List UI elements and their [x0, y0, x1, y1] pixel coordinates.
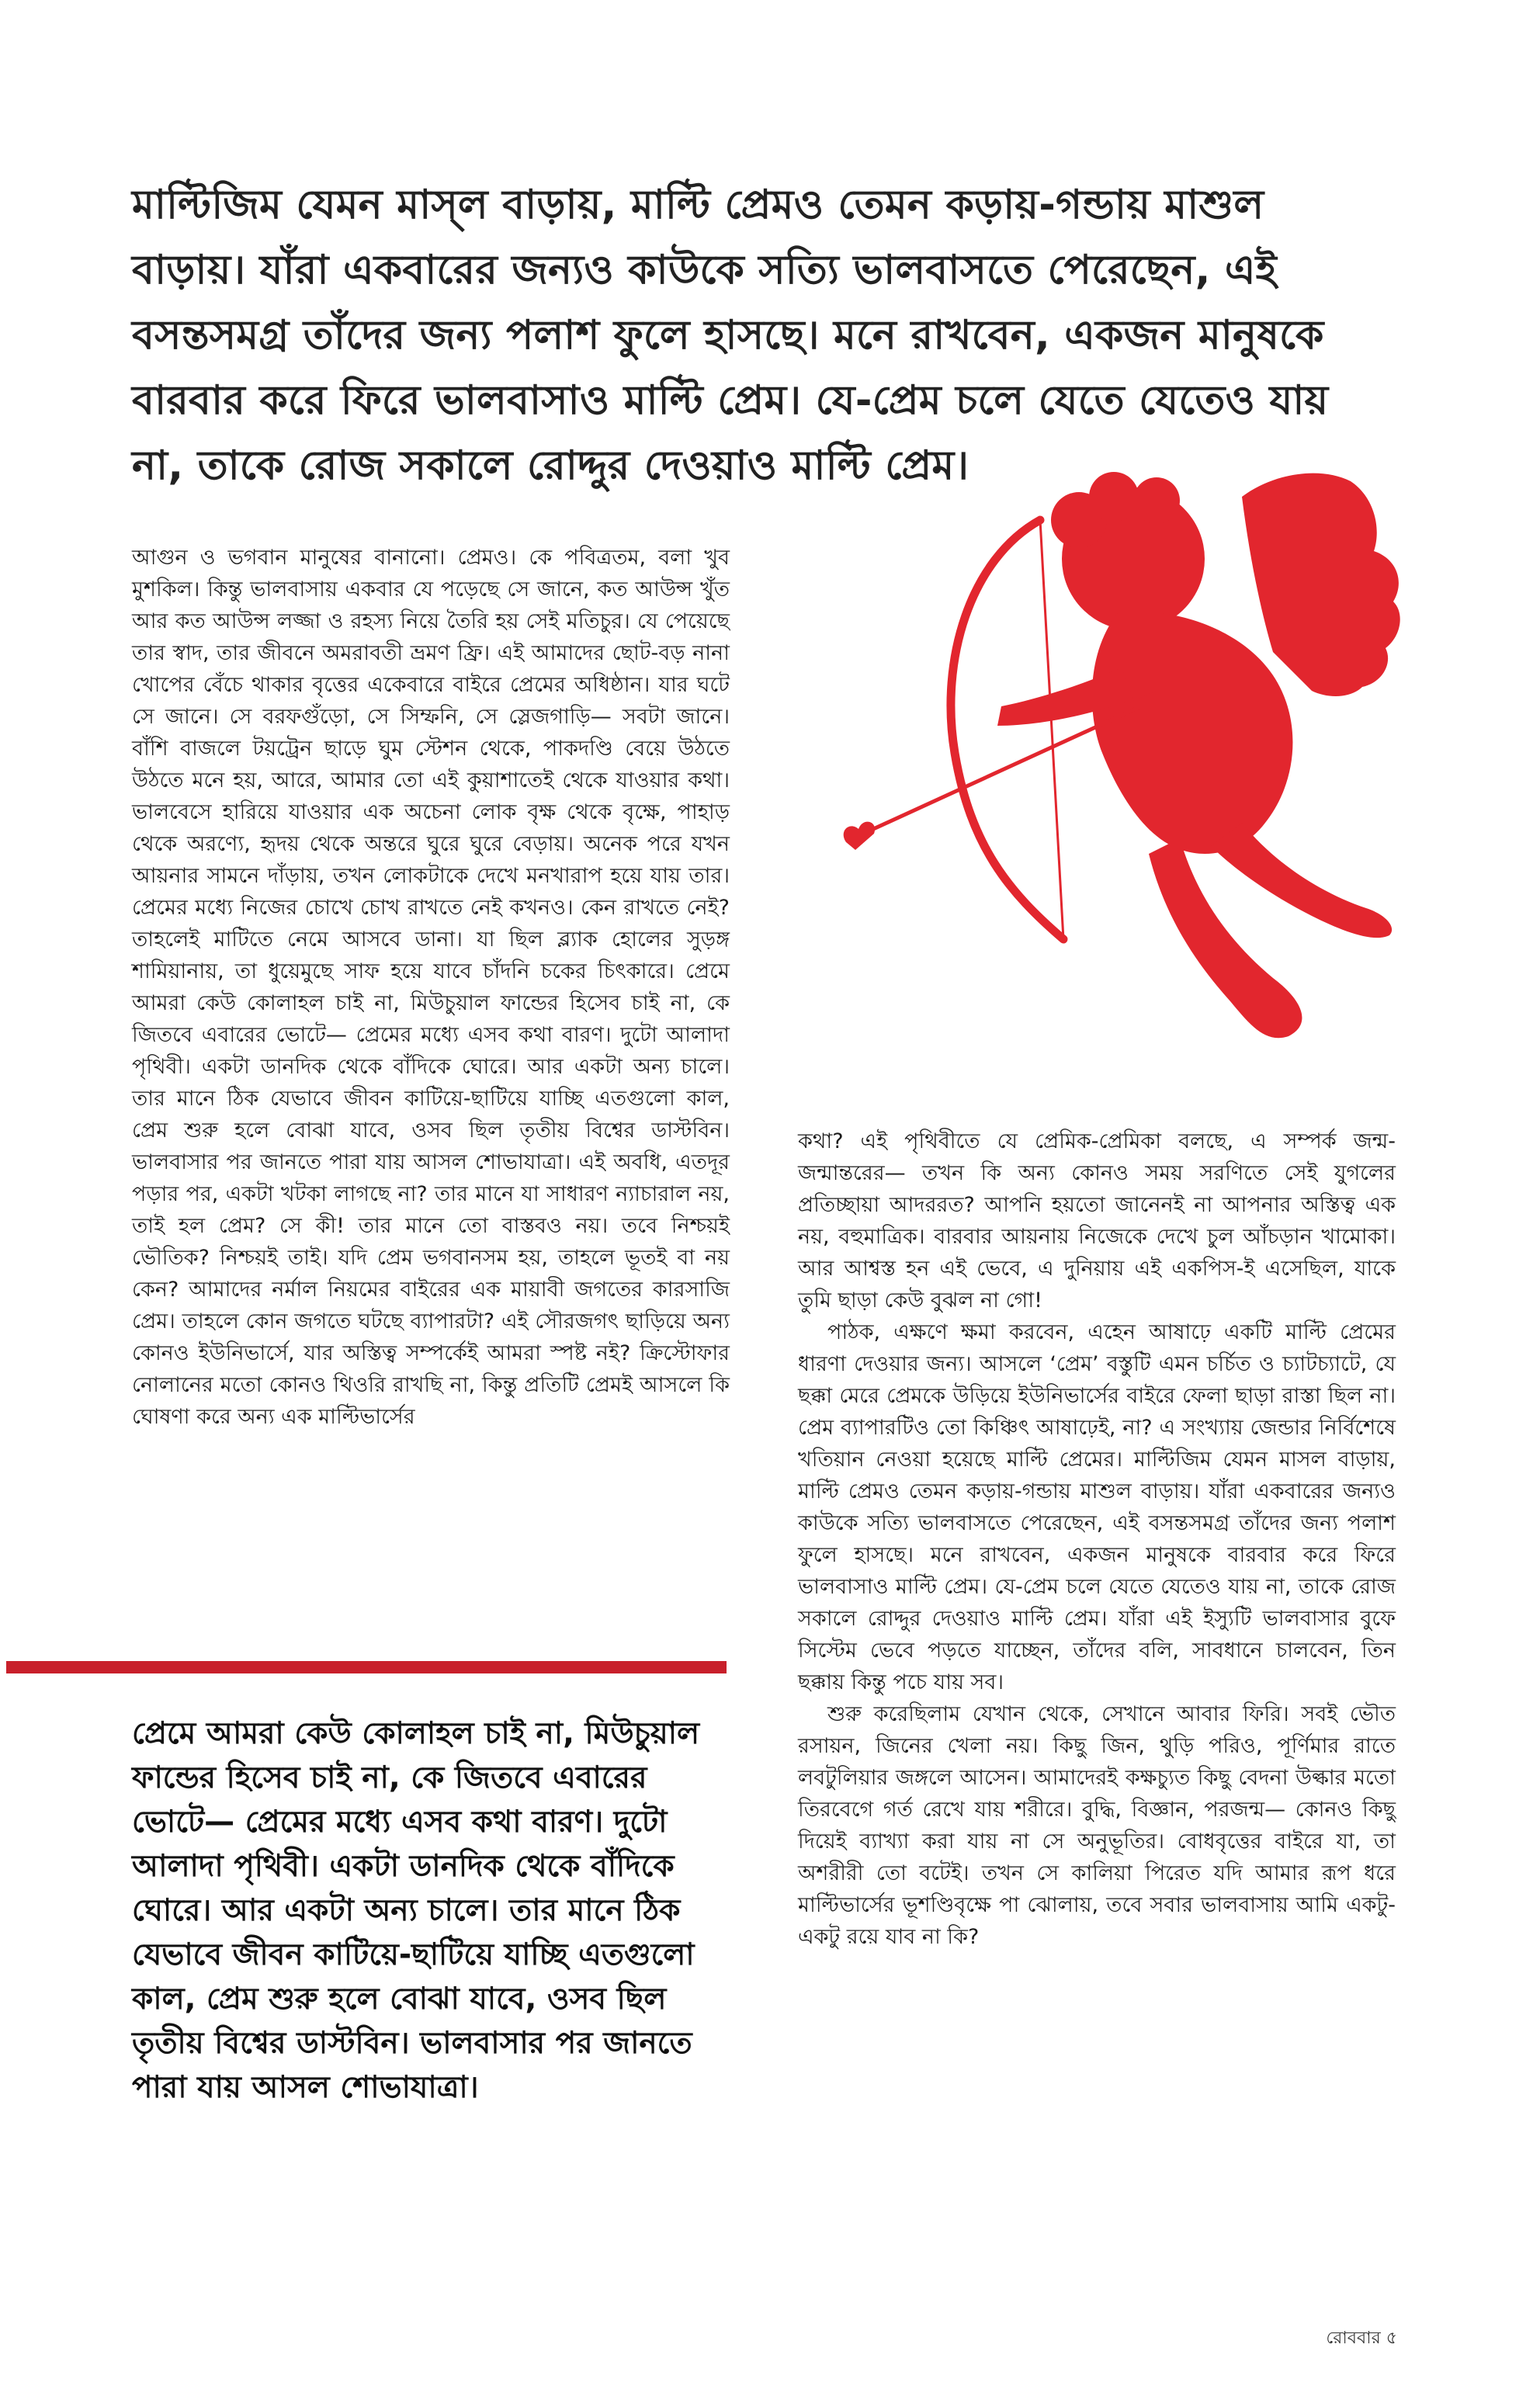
page-footer: রোববার ৫ — [1326, 2329, 1397, 2348]
intro-paragraph: মাল্টিজিম যেমন মাস্‌ল বাড়ায়, মাল্টি প্রেমও তেমন কড়ায়-গন্ডায় মাশুল বাড়ায়। যাঁরা একবারের জন্যও কাউকে সত্যি ভালবাসতে পেরেছেন, এই বসন্তসমগ্র তাঁদের জন্য পলাশ ফুলে হাসছে। মনে রাখবেন, একজন মানুষকে বারবার করে ফিরে ভালবাসাও মাল্টি প্রেম। যে-প্রেম চলে যেতে যেতেও যায় না, তাকে রোজ সকালে রোদ্দুর দেওয়াও মাল্টি প্রেম। — [132, 182, 1329, 489]
left-column-text: আগুন ও ভগবান মানুষের বানানো। প্রেমও। কে পবিত্রতম, বলা খুব মুশকিল। কিন্তু ভালবাসায় একবার যে পড়েছে সে জানে, কত আউন্স খুঁত আর কত আউন্স লজ্জা ও রহস্য নিয়ে তৈরি হয় সেই মতিচুর। যে পেয়েছে তার স্বাদ, তার জীবনে অমরাবতী ভ্রমণ ফ্রি। এই আমাদের ছোট-বড় নানা খোপের বেঁচে থাকার বৃত্তের একেবারে বাইরে প্রেমের অধিষ্ঠান। যার ঘটে সে জানে। সে বরফগুঁড়ো, সে সিম্ফনি, সে স্লেজগাড়ি— সবটা জানে। বাঁশি বাজলে টয়ট্রেন ছাড়ে ঘুম স্টেশন থেকে, পাকদণ্ডি বেয়ে উঠতে উঠতে মনে হয়, আরে, আমার তো এই কুয়াশাতেই থেকে যাওয়ার কথা। ভালবেসে হারিয়ে যাওয়ার এক অচেনা লোক বৃক্ষ থেকে বৃক্ষে, পাহাড় থেকে অরণ্যে, হৃদয় থেকে অন্তরে ঘুরে ঘুরে বেড়ায়। অনেক পরে যখন আয়নার সামনে দাঁড়ায়, তখন লোকটাকে দেখে মনখারাপ হয়ে যায় তার। প্রেমের মধ্যে নিজের চোখে চোখ রাখতে নেই কখনও। কেন রাখতে নেই? তাহলেই মাটিতে নেমে আসবে ডানা। যা ছিল ব্ল্যাক হোলের সুড়ঙ্গ শামিয়ানায়, তা ধুয়েমুছে সাফ হয়ে যাবে চাঁদনি চকের চিৎকারে। প্রেমে আমরা কেউ কোলাহল চাই না, মিউচুয়াল ফান্ডের হিসেব চাই না, কে জিতবে এবারের ভোটে— প্রেমের মধ্যে এসব কথা বারণ। দুটো আলাদা পৃথিবী। একটা ডানদিক থেকে বাঁদিকে ঘোরে। আর একটা অন্য চালে। তার মানে ঠিক যেভাবে জীবন কাটিয়ে-ছাটিয়ে যাচ্ছি এতগুলো কাল, প্রেম শুরু হলে বোঝা যাবে, ওসব ছিল তৃতীয় বিশ্বের ডাস্টবিন। ভালবাসার পর জানতে পারা যায় আসল শোভাযাত্রা। এই অবধি, এতদূর পড়ার পর, একটা খটকা লাগছে না? তার মানে যা সাধারণ ন্যাচারাল নয়, তাই হল প্রেম? সে কী! তার মানে তো বাস্তবও নয়। তবে নিশ্চয়ই ভৌতিক? নিশ্চয়ই তাই। যদি প্রেম ভগবানসম হয়, তাহলে ভূতই বা নয় কেন? আমাদের নর্মাল নিয়মের বাইরের এক মায়াবী জগতের কারসাজি প্রেম। তাহলে কোন জগতে ঘটছে ব্যাপারটা? এই সৌরজগৎ ছাড়িয়ে অন্য কোনও ইউনিভার্সে, যার অস্তিত্ব সম্পর্কেই আমরা স্পষ্ট নই? ক্রিস্টোফার নোলানের মতো কোনও থিওরি রাখছি না, কিন্তু প্রতিটি প্রেমই আসলে কি ঘোষণা করে অন্য এক মাল্টিভার্সের — [132, 546, 730, 1429]
right-column-paragraph-2: পাঠক, এক্ষণে ক্ষমা করবেন, এহেন আষাঢ়ে একটি মাল্টি প্রেমের ধারণা দেওয়ার জন্য। আসলে ‘প্রেম’ বস্তুটি এমন চর্চিত ও চ্যাটচ্যাটে, যে ছক্কা মেরে প্রেমকে উড়িয়ে ইউনিভার্সের বাইরে ফেলা ছাড়া রাস্তা ছিল না। প্রেম ব্যাপারটিও তো কিঞ্চিৎ আষাঢ়েই, না? এ সংখ্যায় জেন্ডার নির্বিশেষে খতিয়ান নেওয়া হয়েছে মাল্টি প্রেমের। মাল্টিজিম যেমন মাসল বাড়ায়, মাল্টি প্রেমও তেমন কড়ায়-গন্ডায় মাশুল বাড়ায়। যাঁরা একবারের জন্যও কাউকে সত্যি ভালবাসতে পেরেছেন, এই বসন্তসমগ্র তাঁদের জন্য পলাশ ফুলে হাসছে। মনে রাখবেন, একজন মানুষকে বারবার করে ফিরে ভালবাসাও মাল্টি প্রেম। যে-প্রেম চলে যেতে যেতেও যায় না, তাকে রোজ সকালে রোদ্দুর দেওয়াও মাল্টি প্রেম। যাঁরা এই ইস্যুটি ভালবাসার বুফে সিস্টেম ভেবে পড়তে যাচ্ছেন, তাঁদের বলি, সাবধানে চালবেন, তিন ছক্কায় কিন্তু পচে যায় সব। — [798, 1320, 1396, 1694]
cupid-illustration — [807, 458, 1413, 1102]
right-column-paragraph-3: শুরু করেছিলাম যেখান থেকে, সেখানে আবার ফিরি। সবই ভৌত রসায়ন, জিনের খেলা নয়। কিছু জিন, থুড়ি পরিও, পূর্ণিমার রাতে লবটুলিয়ার জঙ্গলে আসেন। আমাদেরই কক্ষচ্যুত কিছু বেদনা উল্কার মতো তিরবেগে গর্ত রেখে যায় শরীরে। বুদ্ধি, বিজ্ঞান, পরজন্ম— কোনও কিছু দিয়েই ব্যাখ্যা করা যায় না সে অনুভূতির। বোধবৃত্তের বাইরে যা, তা অশরীরী তো বটেই। তখন সে কালিয়া পিরেত যদি আমার রূপ ধরে মাল্টিভার্সের ভূশণ্ডিবৃক্ষে পা ঝোলায়, তবে সবার ভালবাসায় আমি একটু-একটু রয়ে যাব না কি? — [798, 1702, 1396, 1949]
pull-quote: প্রেমে আমরা কেউ কোলাহল চাই না, মিউচুয়াল ফান্ডের হিসেব চাই না, কে জিতবে এবারের ভোটে— প্রেমের মধ্যে এসব কথা বারণ। দুটো আলাদা পৃথিবী। একটা ডানদিক থেকে বাঁদিকে ঘোরে। আর একটা অন্য চালে। তার মানে ঠিক যেভাবে জীবন কাটিয়ে-ছাটিয়ে যাচ্ছি এতগুলো কাল, প্রেম শুরু হলে বোঝা যাবে, ওসব ছিল তৃতীয় বিশ্বের ডাস্টবিন। ভালবাসার পর জানতে পারা যায় আসল শোভাযাত্রা। — [132, 1716, 700, 2105]
right-column-paragraph-1: কথা? এই পৃথিবীতে যে প্রেমিক-প্রেমিকা বলছে, এ সম্পর্ক জন্ম-জন্মান্তরের— তখন কি অন্য কোনও সময় সরণিতে সেই যুগলের প্রতিচ্ছায়া আদররত? আপনি হয়তো জানেনই না আপনার অস্তিত্ব এক নয়, বহুমাত্রিক। বারবার আয়নায় নিজেকে দেখে চুল আঁচড়ান খামোকা। আর আশ্বস্ত হন এই ভেবে, এ দুনিয়ায় এই একপিস-ই এসেছিল, যাকে তুমি ছাড়া কেউ বুঝল না গো! — [798, 1129, 1396, 1313]
red-divider-bar — [6, 1661, 727, 1673]
right-column — [798, 1125, 1396, 1953]
left-column — [132, 542, 730, 1433]
